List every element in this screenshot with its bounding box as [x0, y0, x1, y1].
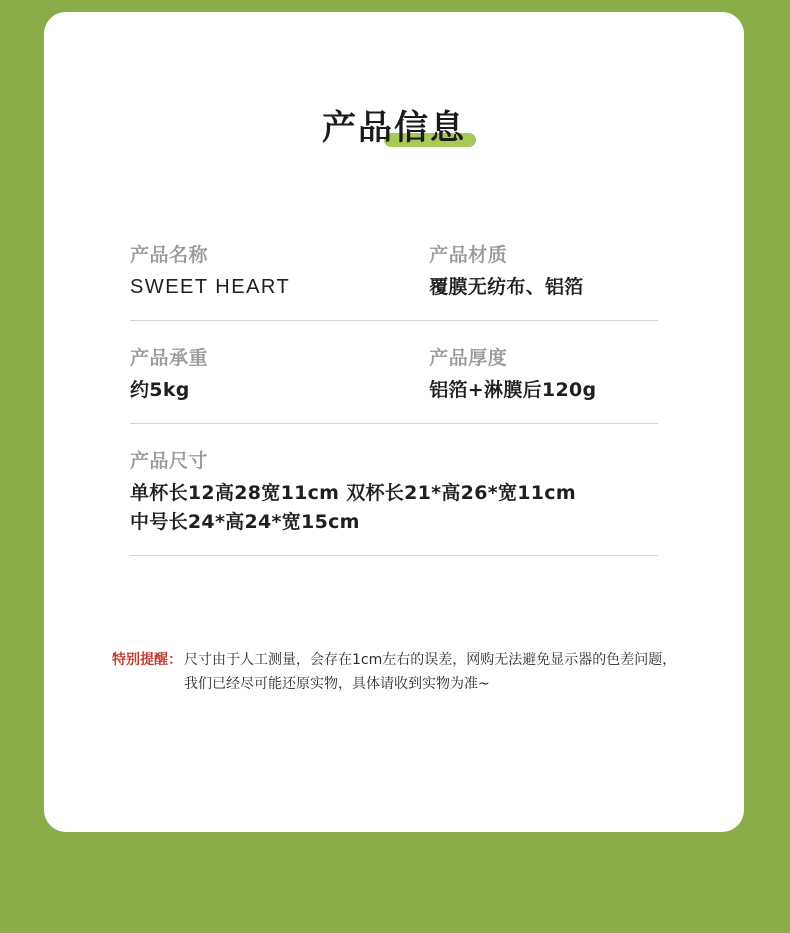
- spec-value: 约5kg: [130, 379, 190, 401]
- spec-cell-load-capacity: [130, 343, 429, 423]
- spec-table: [130, 240, 658, 556]
- info-card: [44, 12, 744, 832]
- spec-cell-material: [429, 240, 658, 320]
- table-row: [130, 446, 658, 556]
- spec-label: 产品尺寸: [130, 450, 209, 472]
- spec-label: 产品承重: [130, 347, 209, 369]
- spec-cell-dimensions: [130, 446, 658, 555]
- page-title-text: 产品信息: [322, 108, 466, 148]
- spec-value-line-1: 单杯长12高28宽11cm 双杯长21*高26*宽11cm: [130, 482, 576, 504]
- spec-cell-product-name: [130, 240, 429, 320]
- row-spacer: [130, 321, 658, 343]
- title-inner: [322, 100, 466, 149]
- spec-label: 产品厚度: [429, 347, 508, 369]
- special-notice: [112, 648, 752, 696]
- page-title: [44, 100, 744, 149]
- spec-value: 铝箔+淋膜后120g: [429, 379, 597, 401]
- notice-body: [184, 648, 676, 696]
- spec-label: 产品材质: [429, 244, 508, 266]
- spec-cell-thickness: [429, 343, 658, 423]
- spec-value-line-2: 中号长24*高24*宽15cm: [130, 511, 360, 533]
- row-spacer: [130, 424, 658, 446]
- table-row: [130, 343, 658, 424]
- table-row: [130, 240, 658, 321]
- notice-label: 特别提醒：: [112, 652, 182, 668]
- spec-value: SWEET HEART: [130, 276, 291, 298]
- notice-line-1: 尺寸由于人工测量，会存在1cm左右的误差，网购无法避免显示器的色差问题，: [184, 652, 677, 668]
- spec-label: 产品名称: [130, 244, 209, 266]
- notice-line-2: 我们已经尽可能还原实物，具体请收到实物为准~: [184, 676, 490, 692]
- spec-value: 覆膜无纺布、铝箔: [429, 276, 584, 298]
